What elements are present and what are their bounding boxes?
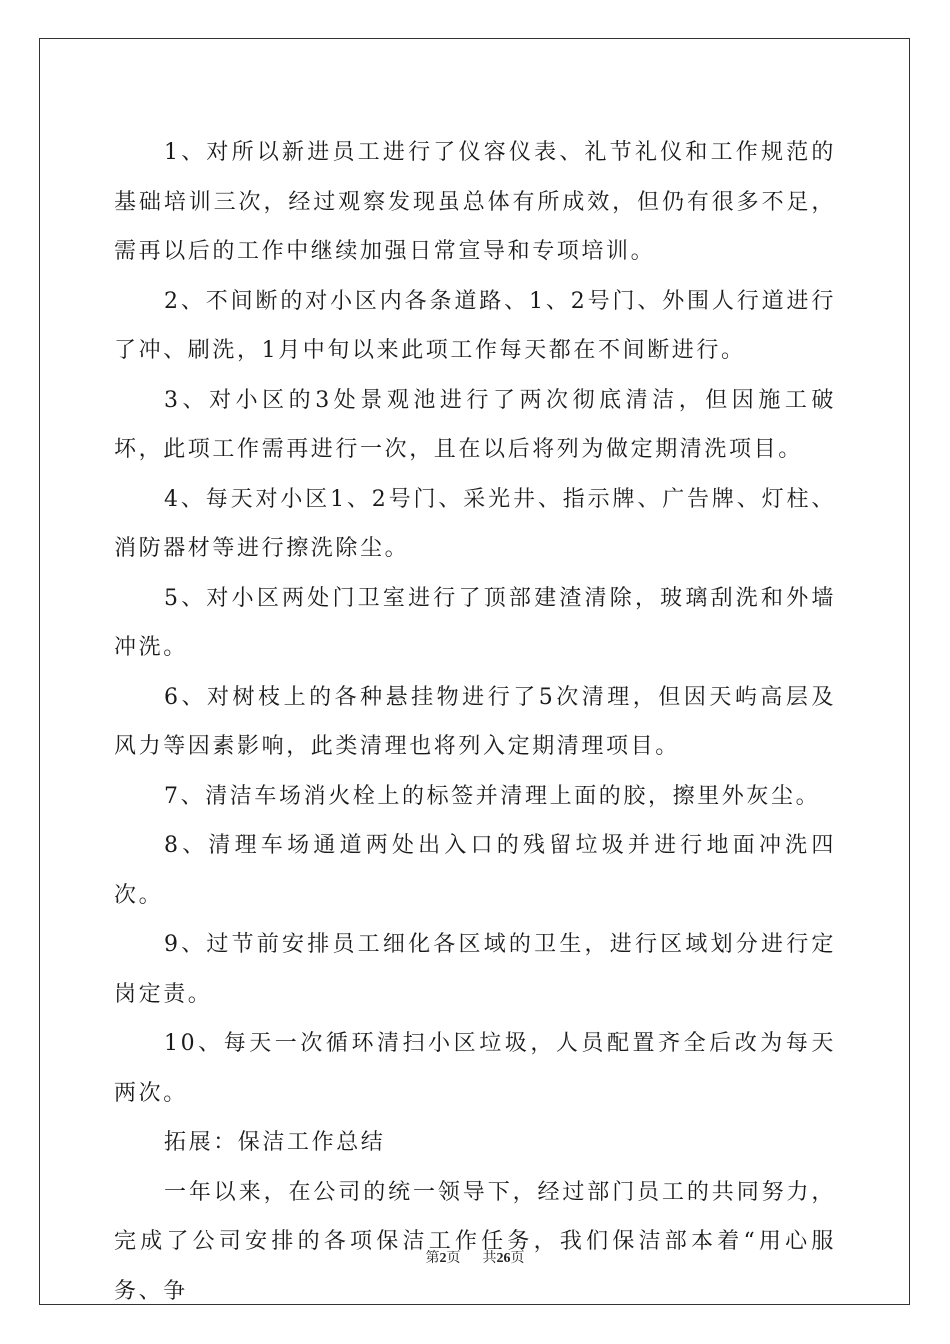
- paragraph-10: 10、每天一次循环清扫小区垃圾，人员配置齐全后改为每天两次。: [114, 1031, 836, 1106]
- paragraph-1: 1、对所以新进员工进行了仪容仪表、礼节礼仪和工作规范的基础培训三次，经过观察发现虽总体有所成效，但仍有很多不足，需再以后的工作中继续加强日常宣导和专项培训。: [114, 140, 836, 264]
- total-pages: 26: [496, 1251, 511, 1266]
- page-footer: [0, 1247, 950, 1267]
- paragraph-summary: 一年以来，在公司的统一领导下，经过部门员工的共同努力，完成了公司安排的各项保洁工作任务，我们保洁部本着“用心服务、争: [114, 1179, 836, 1304]
- paragraph-8: 8、清理车场通道两处出入口的残留垃圾并进行地面冲洗四次。: [114, 833, 836, 908]
- total-suffix: 页: [510, 1250, 525, 1266]
- paragraph-2: 2、不间断的对小区内各条道路、1、2号门、外围人行道进行了冲、刷洗，1月中旬以来此项工作每天都在不间断进行。: [114, 288, 836, 363]
- section-heading: 拓展：保洁工作总结: [164, 1130, 386, 1155]
- page-number: 2: [439, 1251, 447, 1266]
- paragraph-5: 5、对小区两处门卫室进行了顶部建渣清除，玻璃刮洗和外墙冲洗。: [114, 585, 836, 660]
- paragraph-9: 9、过节前安排员工细化各区域的卫生，进行区域划分进行定岗定责。: [114, 932, 836, 1007]
- paragraph-4: 4、每天对小区1、2号门、采光井、指示牌、广告牌、灯柱、消防器材等进行擦洗除尘。: [114, 486, 836, 561]
- paragraph-6: 6、对树枝上的各种悬挂物进行了5次清理，但因天屿高层及风力等因素影响，此类清理也将列入定期清理项目。: [114, 684, 836, 759]
- page-suffix: 页: [446, 1250, 461, 1266]
- total-prefix: 共: [482, 1250, 497, 1266]
- page-prefix: 第: [425, 1250, 440, 1266]
- document-body: [114, 128, 836, 1316]
- paragraph-7: 7、清洁车场消火栓上的标签并清理上面的胶，擦里外灰尘。: [164, 783, 821, 809]
- paragraph-3: 3、对小区的3处景观池进行了两次彻底清洁，但因施工破坏，此项工作需再进行一次，且在以后将列为做定期清洗项目。: [114, 387, 836, 462]
